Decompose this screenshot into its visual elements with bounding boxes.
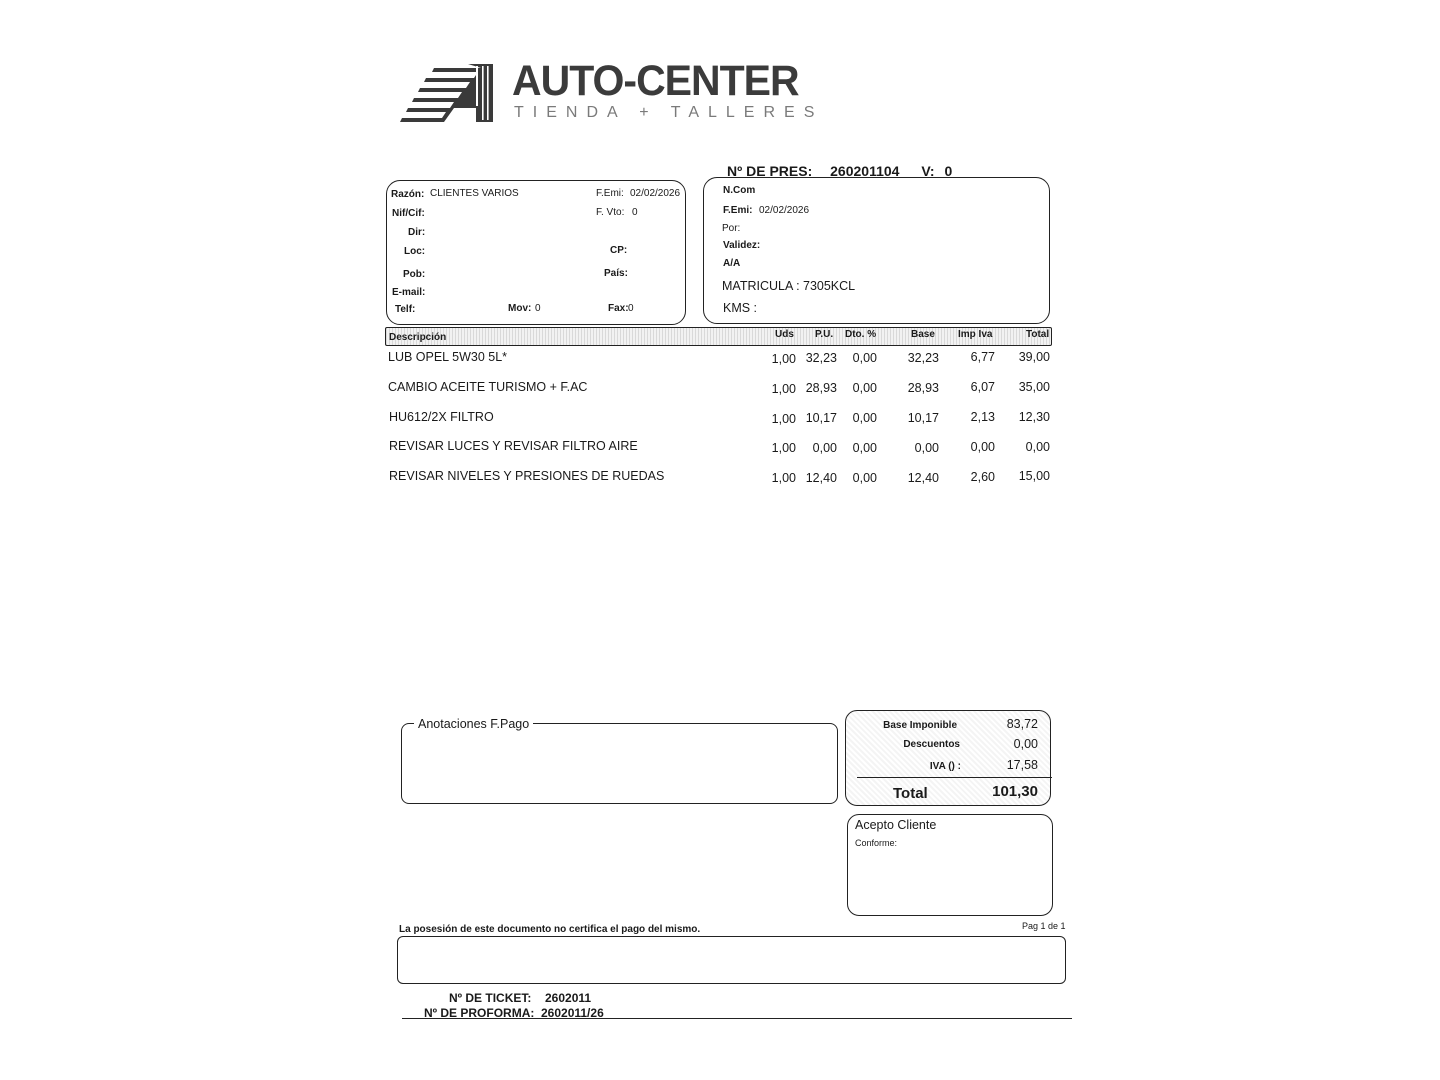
mov-value: 0 [535,303,541,314]
doc-femi-value: 02/02/2026 [759,205,810,216]
email-label: E-mail: [392,287,426,298]
auto-center-logo-icon [398,64,498,122]
payment-notes-box [401,723,838,804]
row-pu: 28,93 [805,381,837,395]
payment-notes-label: Anotaciones F.Pago [414,717,533,731]
doc-femi-label: F.Emi: [723,205,753,216]
row-uds: 1,00 [771,471,796,485]
descuentos-label: Descuentos [903,739,960,750]
row-iva: 2,60 [970,470,995,484]
row-description: HU612/2X FILTRO [389,410,494,424]
row-iva: 2,13 [970,410,995,424]
proforma-label: Nº DE PROFORMA: [424,1006,535,1020]
iva-value: 17,58 [1006,758,1038,772]
validez-label: Validez: [723,240,761,251]
col-uds: Uds [775,329,794,340]
col-dto: Dto. % [845,329,877,340]
telf-label: Telf: [395,304,416,315]
col-descripcion: Descripción [389,332,447,343]
row-uds: 1,00 [771,441,796,455]
iva-label: IVA () : [929,761,961,772]
pob-label: Pob: [403,269,426,280]
row-description: CAMBIO ACEITE TURISMO + F.AC [388,380,588,394]
row-dto: 0,00 [852,471,877,485]
row-uds: 1,00 [771,352,796,366]
row-description: REVISAR NIVELES Y PRESIONES DE RUEDAS [389,469,665,483]
row-description: LUB OPEL 5W30 5L* [388,350,508,364]
kms-label: KMS : [723,301,758,315]
descuentos-value: 0,00 [1013,737,1038,751]
fvto-label: F. Vto: [596,207,625,218]
row-dto: 0,00 [852,351,877,365]
ticket-number: 2602011 [545,991,592,1005]
table-header [385,327,1052,346]
total-value: 101,30 [992,783,1038,800]
row-uds: 1,00 [771,412,796,426]
row-base: 28,93 [907,381,939,395]
ticket-label: Nº DE TICKET: [449,991,532,1005]
conforme-label: Conforme: [855,838,898,848]
razon-label: Razón: [391,189,425,200]
row-total: 35,00 [1018,380,1050,394]
ncom-label: N.Com [723,185,756,196]
row-base: 10,17 [907,411,939,425]
row-pu: 12,40 [805,471,837,485]
footer-divider [402,1018,1072,1019]
row-description: REVISAR LUCES Y REVISAR FILTRO AIRE [389,439,638,453]
nif-label: Nif/Cif: [392,208,425,219]
row-pu: 10,17 [805,411,837,425]
totals-divider [857,777,1052,778]
disclaimer-note: La posesión de este documento no certifica el pago del mismo. [399,924,701,935]
version-value: 0 [944,163,953,179]
total-label: Total [893,785,928,802]
row-iva: 6,77 [970,350,995,364]
col-pu: P.U. [815,329,834,340]
matricula-value: 7305KCL [803,279,856,293]
col-imp-iva: Imp Iva [958,329,993,340]
row-total: 0,00 [1025,440,1050,454]
razon-value: CLIENTES VARIOS [430,188,519,199]
row-dto: 0,00 [852,411,877,425]
mov-label: Mov: [508,303,532,314]
row-pu: 0,00 [812,441,837,455]
row-base: 32,23 [907,351,939,365]
matricula-label: MATRICULA : [722,279,800,293]
por-label: Por: [722,223,741,234]
row-dto: 0,00 [852,381,877,395]
footer-box [397,936,1066,984]
version-label: V: [921,163,935,179]
row-dto: 0,00 [852,441,877,455]
row-pu: 32,23 [805,351,837,365]
client-femi-value: 02/02/2026 [630,188,681,199]
acceptance-title: Acepto Cliente [855,818,937,832]
page-number: Pag 1 de 1 [1022,921,1066,931]
row-uds: 1,00 [771,382,796,396]
fax-label: Fax: [608,303,629,314]
fvto-value: 0 [632,207,638,218]
proforma-number: 2602011/26 [541,1006,604,1020]
cp-label: CP: [610,245,628,256]
fax-value: 0 [628,303,634,314]
row-total: 12,30 [1018,410,1050,424]
brand-name: AUTO-CENTER [512,56,799,105]
row-total: 15,00 [1018,469,1050,483]
brand-tagline: TIENDA + TALLERES [514,104,824,121]
col-base: Base [911,329,935,340]
loc-label: Loc: [404,246,426,257]
base-imponible-value: 83,72 [1006,717,1038,731]
row-base: 12,40 [907,471,939,485]
row-iva: 6,07 [970,380,995,394]
row-iva: 0,00 [970,440,995,454]
pais-label: País: [604,268,628,279]
pres-number: 260201104 [830,163,900,179]
base-imponible-label: Base Imponible [883,720,957,731]
dir-label: Dir: [408,227,426,238]
row-base: 0,00 [914,441,939,455]
pres-label: Nº DE PRES: [727,163,813,179]
client-femi-label: F.Emi: [596,188,624,199]
col-total: Total [1026,329,1050,340]
row-total: 39,00 [1018,350,1050,364]
aa-label: A/A [723,258,741,269]
